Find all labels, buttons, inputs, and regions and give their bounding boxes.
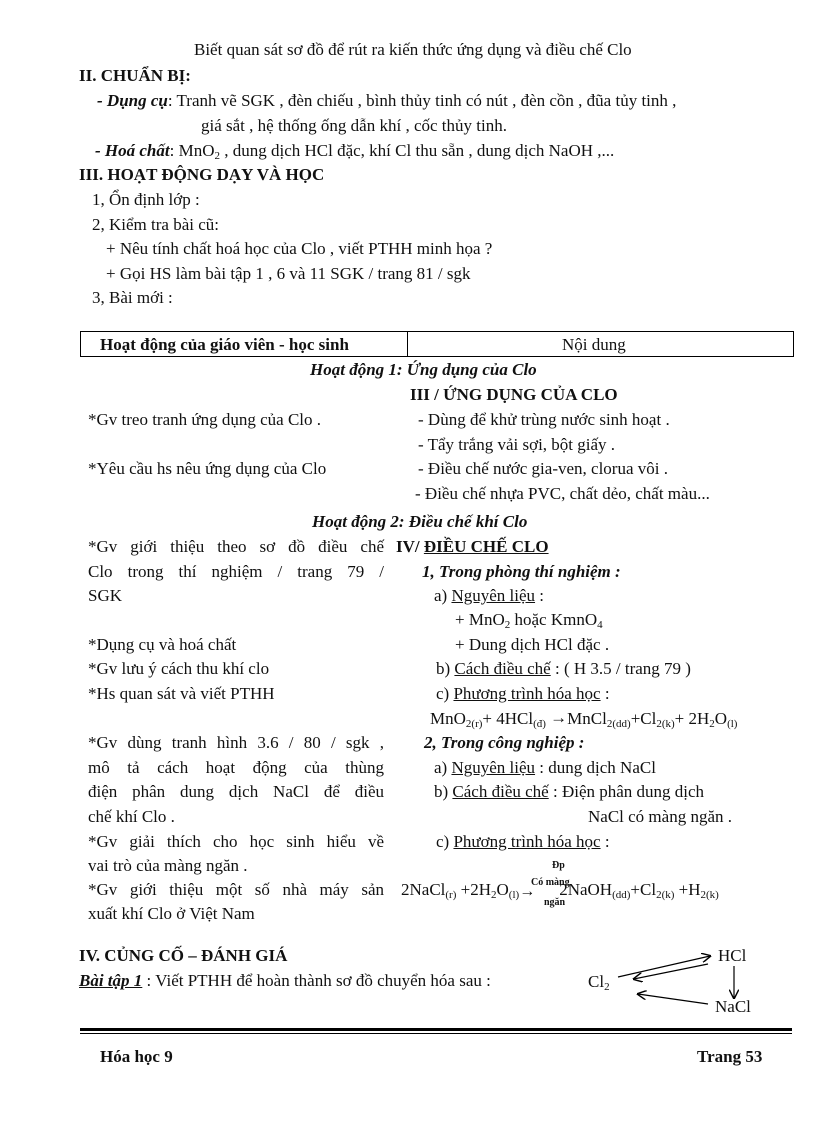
ind-b-prefix: b) — [434, 782, 453, 801]
lab-a-label: Nguyên liệu — [451, 586, 536, 605]
dungcu-line — [97, 91, 676, 111]
gv-intro-3: SGK — [88, 586, 123, 605]
gv-intro-1: *Gv giới thiệu theo sơ đồ điều chế — [88, 537, 384, 556]
lab-material-1: + MnO$_2$ hoặc KmnO$_4$ — [455, 610, 603, 631]
gv-fact-1: *Gv giới thiệu một số nhà máy sản — [88, 880, 384, 899]
heading-text: ĐIỀU CHẾ CLO — [423, 537, 549, 556]
dungcu-label: - Dụng cụ — [97, 91, 168, 110]
gv-tools: *Dụng cụ và hoá chất — [88, 635, 237, 654]
ind-c-label: Phương trình hóa học — [453, 832, 601, 851]
ind-b-suffix: : Điện phân dung dịch — [548, 782, 705, 801]
scheme-hcl: HCl — [718, 946, 747, 965]
ind-b — [434, 782, 786, 802]
lab-mat1-mid: hoặc KmnO — [510, 610, 598, 629]
lab-a-prefix: a) — [434, 586, 452, 605]
lab-b-prefix: b) — [436, 659, 455, 678]
lab-b — [436, 659, 691, 679]
ind-a-suffix: : dung dịch NaCl — [535, 758, 656, 777]
scheme-arrows — [612, 952, 752, 1012]
use-2: - Tẩy trắng vải sợi, bột giấy . — [418, 435, 616, 454]
arrow-hcl-cl2 — [634, 964, 708, 979]
exercise-text: : Viết PTHH để hoàn thành sơ đồ chuyển hóa sau : — [142, 971, 491, 990]
dungcu-text-1: : Tranh vẽ SGK , đèn chiếu , bình thủy tinh có nút , đèn cồn , đũa tủy tinh , — [167, 91, 677, 110]
footer-page: Trang 53 — [697, 1047, 763, 1066]
objective-line: Biết quan sát sơ đồ để rút ra kiến thức ứng dụng và điều chế Clo — [194, 40, 632, 59]
table-header — [80, 331, 794, 357]
ind-equation: 2NaCl$_{(r)}$ $+2H_2O_{(l)}$ → $2NaOH_{(dd)}+Cl_{2(k)} +H_{2(k)}$ — [401, 880, 719, 901]
cond-co: Có màng — [531, 877, 570, 888]
hoachat-line — [95, 141, 614, 162]
hoachat-label: - Hoá chất — [95, 141, 170, 160]
scheme-cl2 — [588, 972, 610, 993]
gv-pic-4: chế khí Clo . — [88, 807, 175, 826]
cl2-sub: 2 — [604, 981, 610, 993]
arrow-nacl-cl2 — [638, 994, 708, 1004]
lab-c — [436, 684, 610, 704]
ind-b-label: Cách điều chế — [452, 782, 549, 801]
hoachat-pre: : MnO — [169, 141, 215, 160]
hs-observe: *Hs quan sát và viết PTHH — [88, 684, 275, 703]
activity-1-title: Hoạt động 1: Ứng dụng của Clo — [310, 360, 537, 379]
gv-note: *Gv lưu ý cách thu khí clo — [88, 659, 270, 678]
lab-b-label: Cách điều chế — [454, 659, 551, 678]
lab-mat1-pre: + MnO — [455, 610, 505, 629]
step-3: 3, Bài mới : — [92, 288, 173, 307]
section-3-title: III. HOẠT ĐỘNG DẠY VÀ HỌC — [79, 165, 325, 184]
gv-fact-2: xuất khí Clo ở Việt Nam — [88, 904, 255, 923]
lab-title: 1, Trong phòng thí nghiệm : — [422, 562, 621, 581]
section-4-title: IV. CỦNG CỐ – ĐÁNH GIÁ — [79, 946, 288, 965]
activity-2-heading — [396, 537, 549, 557]
ind-a-label: Nguyên liệu — [451, 758, 536, 777]
heading-num: IV/ — [396, 537, 424, 556]
gv-pic-3: điện phân dung dịch NaCl để điều — [88, 782, 384, 801]
footer-rule-thick — [80, 1028, 792, 1031]
use-3: - Điều chế nước gia-ven, clorua vôi . — [418, 459, 668, 478]
activity-1-heading: III / ỨNG DỤNG CỦA CLO — [410, 385, 618, 404]
activity-2-title: Hoạt động 2: Điều chế khí Clo — [312, 512, 528, 531]
footer-left: Hóa học 9 — [100, 1047, 173, 1066]
lab-material-2: + Dung dịch HCl đặc . — [455, 635, 610, 654]
ind-a-prefix: a) — [434, 758, 452, 777]
activity-1-gv-1: *Gv treo tranh ứng dụng của Clo . — [88, 410, 322, 429]
check-1: + Nêu tính chất hoá học của Clo , viết PTHH minh họa ? — [106, 239, 493, 258]
use-1: - Dùng để khử trùng nước sinh hoạt . — [418, 410, 670, 429]
exercise-line — [79, 971, 491, 991]
cond-ngan: ngăn — [544, 897, 566, 908]
lab-c-label: Phương trình hóa học — [453, 684, 601, 703]
exercise-label: Bài tập 1 — [79, 971, 143, 990]
check-2: + Gọi HS làm bài tập 1 , 6 và 11 SGK / trang 81 / sgk — [106, 264, 471, 283]
lab-b-suffix: : ( H 3.5 / trang 79 ) — [550, 659, 691, 678]
gv-expl-1: *Gv giải thích cho học sinh hiểu về — [88, 832, 384, 851]
use-4: - Điều chế nhựa PVC, chất dẻo, chất màu... — [415, 484, 710, 503]
step-1: 1, Ổn định lớp : — [92, 190, 200, 209]
ind-c-suffix: : — [600, 832, 610, 851]
gv-expl-2: vai trò của màng ngăn . — [88, 856, 248, 875]
section-2-title: II. CHUẨN BỊ: — [79, 66, 191, 85]
gv-intro-2: Clo trong thí nghiệm / trang 79 / — [88, 562, 384, 581]
cl2-label: Cl — [588, 972, 605, 991]
lab-c-prefix: c) — [436, 684, 454, 703]
cond-dp: Đp — [552, 860, 565, 871]
lab-a — [434, 586, 544, 606]
ind-b-line-2: NaCl có màng ngăn . — [588, 807, 732, 826]
ind-c — [436, 832, 610, 852]
lab-a-suffix: : — [535, 586, 545, 605]
hoachat-sub: 2 — [214, 150, 220, 162]
table-col-2: Nội dung — [562, 335, 626, 354]
step-2: 2, Kiểm tra bài cũ: — [92, 215, 219, 234]
ind-a — [434, 758, 656, 778]
ind-c-prefix: c) — [436, 832, 454, 851]
hoachat-post: , dung dịch HCl đặc, khí Cl thu sẵn , dung dịch NaOH ,... — [219, 141, 615, 160]
dungcu-text-2: giá sắt , hệ thống ống dẫn khí , cốc thủy tinh. — [201, 116, 507, 135]
gv-pic-1: *Gv dùng tranh hình 3.6 / 80 / sgk , — [88, 733, 384, 752]
industry-title: 2, Trong công nghiệp : — [424, 733, 585, 752]
lab-equation: $MnO_{2(r)}+ 4HCl_{(đ)} \to MnCl_{2(dd)}+Cl_{2(k)}+ 2H_2O_{(l)}$ — [430, 708, 738, 730]
footer-rule-thin — [80, 1033, 792, 1034]
table-divider — [407, 332, 408, 356]
scheme-nacl: NaCl — [715, 997, 751, 1016]
gv-pic-2: mô tả cách hoạt động của thùng — [88, 758, 384, 777]
activity-1-gv-2: *Yêu cầu hs nêu ứng dụng của Clo — [88, 459, 327, 478]
lab-c-suffix: : — [600, 684, 610, 703]
table-col-1: Hoạt động của giáo viên - học sinh — [100, 335, 349, 354]
